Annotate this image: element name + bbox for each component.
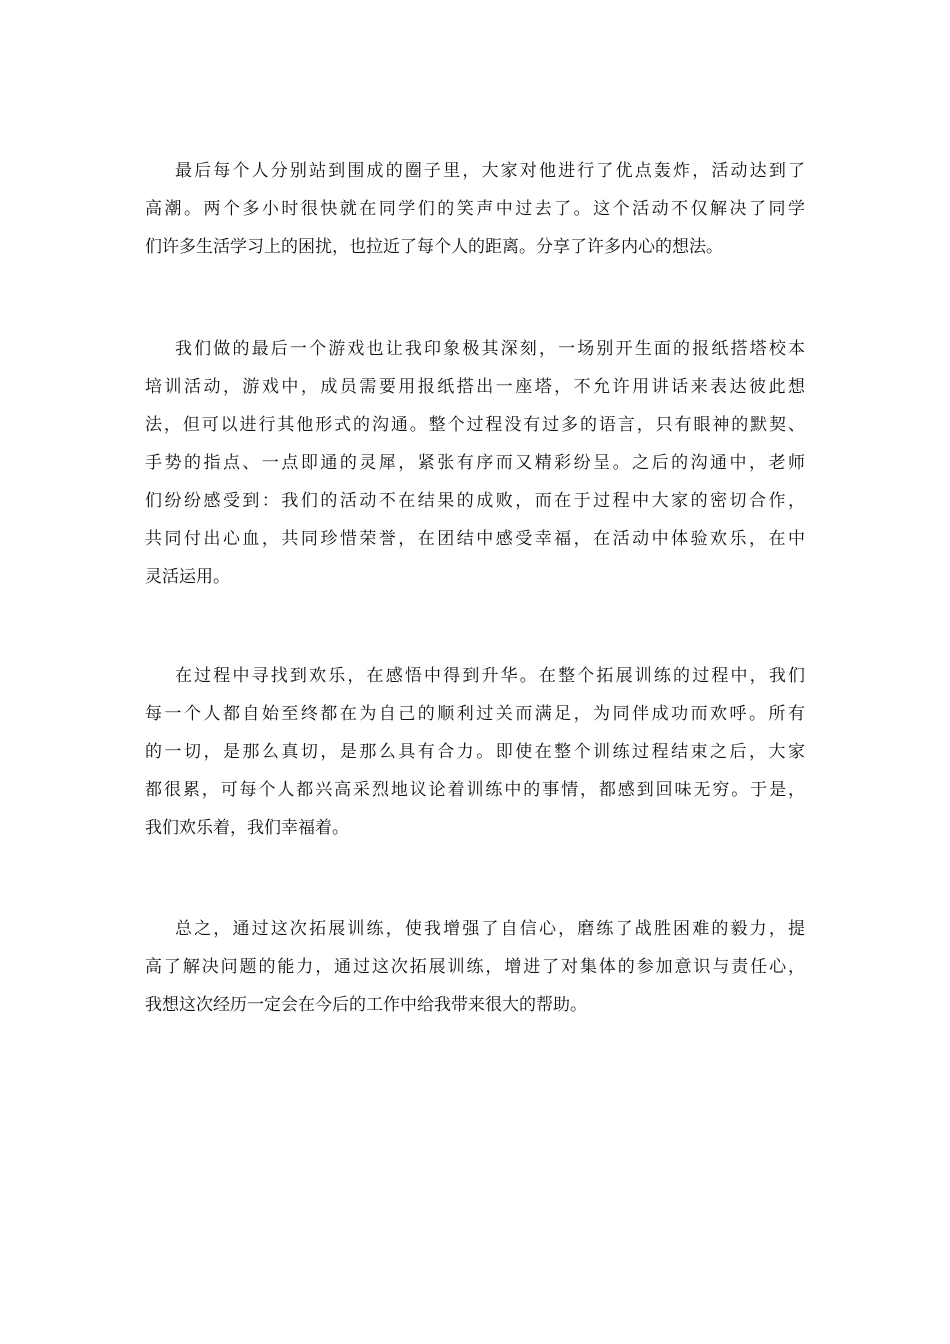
paragraph-line: 共同付出心血，共同珍惜荣誉，在团结中感受幸福，在活动中体验欢乐，在中 [145,529,805,549]
paragraph-line: 培训活动，游戏中，成员需要用报纸搭出一座塔，不允许用讲话来表达彼此想 [145,377,805,397]
paragraph-line: 每一个人都自始至终都在为自己的顺利过关而满足，为同伴成功而欢呼。所有 [145,704,805,724]
paragraph-2 [145,330,805,596]
paragraph-line: 我想这次经历一定会在今后的工作中给我带来很大的帮助。 [145,995,587,1015]
paragraph-1 [145,152,805,266]
paragraph-line: 高潮。两个多小时很快就在同学们的笑声中过去了。这个活动不仅解决了同学 [145,199,805,219]
paragraph-line: 们许多生活学习上的困扰，也拉近了每个人的距离。分享了许多内心的想法。 [145,237,723,257]
paragraph-line: 们纷纷感受到：我们的活动不在结果的成败，而在于过程中大家的密切合作， [145,491,805,511]
paragraph-line: 手势的指点、一点即通的灵犀，紧张有序而又精彩纷呈。之后的沟通中，老师 [145,453,805,473]
paragraph-line: 在过程中寻找到欢乐，在感悟中得到升华。在整个拓展训练的过程中，我们 [175,666,805,686]
paragraph-line: 都很累，可每个人都兴高采烈地议论着训练中的事情，都感到回味无穷。于是， [145,780,805,800]
paragraph-line: 法，但可以进行其他形式的沟通。整个过程没有过多的语言，只有眼神的默契、 [145,415,805,435]
paragraph-line: 灵活运用。 [145,567,230,587]
paragraph-line: 的一切，是那么真切，是那么具有合力。即使在整个训练过程结束之后，大家 [145,742,805,762]
paragraph-4 [145,910,805,1024]
paragraph-line: 我们欢乐着，我们幸福着。 [145,818,349,838]
paragraph-3 [145,657,805,847]
paragraph-line: 总之，通过这次拓展训练，使我增强了自信心，磨练了战胜困难的毅力，提 [175,919,805,939]
paragraph-line: 最后每个人分别站到围成的圈子里，大家对他进行了优点轰炸，活动达到了 [175,161,805,181]
paragraph-line: 我们做的最后一个游戏也让我印象极其深刻，一场别开生面的报纸搭塔校本 [175,339,805,359]
paragraph-line: 高了解决问题的能力，通过这次拓展训练，增进了对集体的参加意识与责任心， [145,957,805,977]
